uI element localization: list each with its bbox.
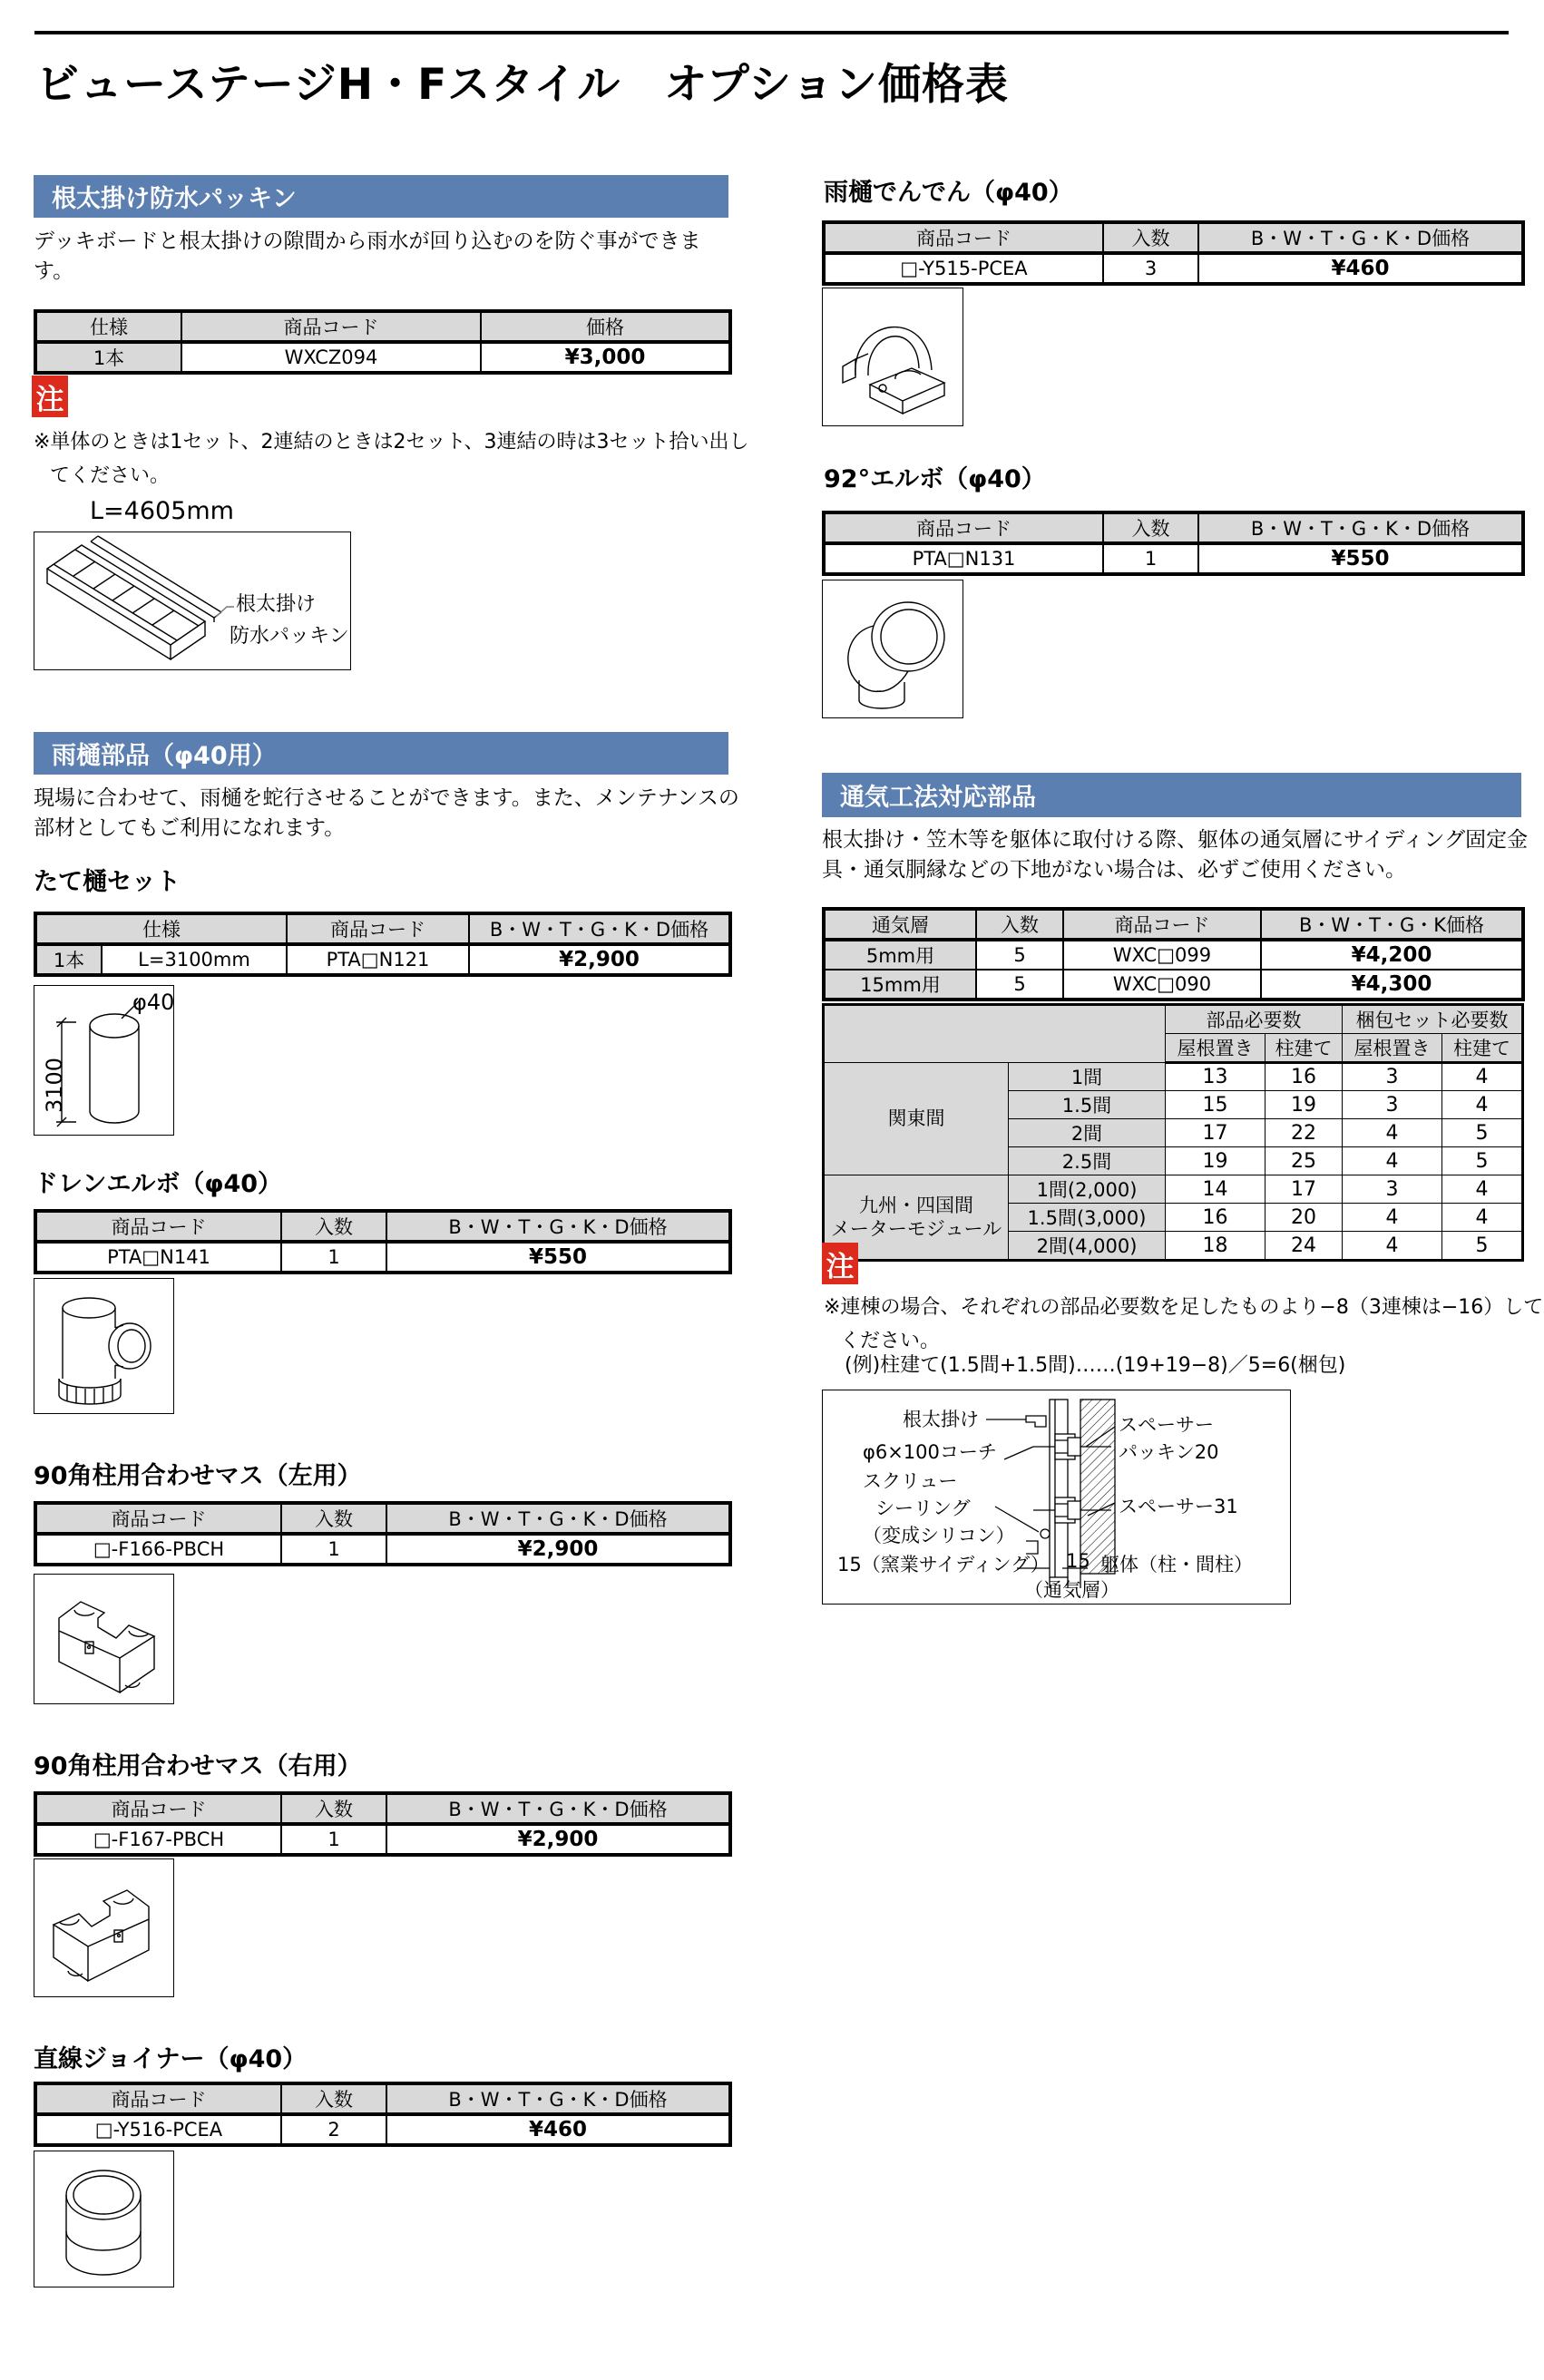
price-cell: ¥550: [386, 1242, 730, 1273]
price-cell: ¥550: [1198, 543, 1523, 574]
diagram-label: シーリング: [875, 1497, 971, 1519]
col-header-price: B・W・T・G・K・D価格: [469, 913, 730, 944]
elbow92-diagram: [822, 580, 963, 718]
col-header-price: 価格: [481, 311, 730, 342]
value-cell: 4: [1343, 1232, 1442, 1261]
price-cell: ¥4,200: [1261, 940, 1523, 970]
value-cell: 17: [1166, 1119, 1265, 1147]
length-dimension-label: L=4605mm: [90, 497, 234, 525]
region-line: 九州・四国間: [859, 1194, 973, 1216]
span-cell: 2間(4,000): [1009, 1232, 1166, 1261]
col-header-code: 商品コード: [35, 1793, 281, 1824]
span-cell: 2.5間: [1009, 1147, 1166, 1175]
matrix-sub-post: 柱建て: [1265, 1034, 1343, 1063]
code-cell: WXCZ094: [181, 342, 481, 373]
col-header-price: B・W・T・G・K・D価格: [386, 1211, 730, 1242]
col-header-code: 商品コード: [1063, 909, 1261, 940]
value-cell: 18: [1166, 1232, 1265, 1261]
drain-elbow-price-table: [34, 1209, 732, 1274]
span-cell: 1.5間(3,000): [1009, 1204, 1166, 1232]
masu-left-diagram: [34, 1574, 174, 1704]
matrix-sub-post: 柱建て: [1442, 1034, 1523, 1063]
packing-diagram: [34, 532, 351, 670]
note-example: (例)柱建て(1.5間+1.5間)……(19+19−8)／5=6(梱包): [845, 1354, 1346, 1377]
page-title: ビューステージH・Fスタイル オプション価格表: [36, 60, 1010, 110]
value-cell: 25: [1265, 1147, 1343, 1175]
value-cell: 5: [1442, 1147, 1523, 1175]
value-cell: 3: [1343, 1063, 1442, 1091]
span-cell: 1.5間: [1009, 1091, 1166, 1119]
diagram-label: 15: [1066, 1550, 1090, 1572]
value-cell: 4: [1442, 1204, 1523, 1232]
value-cell: 3: [1343, 1091, 1442, 1119]
value-cell: 19: [1265, 1091, 1343, 1119]
diagram-label: スペーサー31: [1119, 1496, 1238, 1517]
ventlayer-cell: 5mm用: [824, 940, 976, 970]
elbow92-drawing-icon: [823, 580, 963, 717]
diagram-label: 根太掛け: [236, 593, 317, 616]
drain-elbow-diagram: [34, 1278, 174, 1414]
table-row: [824, 1063, 1523, 1091]
value-cell: 3: [1343, 1175, 1442, 1204]
col-header-spec: 仕様: [35, 311, 181, 342]
diagram-label: 根太掛け: [903, 1409, 979, 1430]
packing-description: デッキボードと根太掛けの隙間から雨水が回り込むのを防ぐ事ができます。: [34, 229, 701, 284]
matrix-sub-roof: 屋根置き: [1343, 1034, 1442, 1063]
col-header-spec: 仕様: [35, 913, 287, 944]
denden-heading: 雨樋でんでん（φ40）: [824, 179, 1073, 207]
col-header-ventlayer: 通気層: [824, 909, 976, 940]
price-cell: ¥3,000: [481, 342, 730, 373]
col-header-price: B・W・T・G・K価格: [1261, 909, 1523, 940]
code-cell: PTA□N141: [35, 1242, 281, 1273]
ventlayer-cell: 15mm用: [824, 970, 976, 1000]
diameter-label: φ40: [132, 990, 175, 1015]
joiner-diagram: [34, 2151, 174, 2287]
masu-right-diagram: [34, 1858, 174, 1997]
code-cell: PTA□N131: [824, 543, 1103, 574]
diagram-label: （変成シリコン）: [863, 1525, 1015, 1546]
tatetoi-diagram: [34, 985, 174, 1136]
region-kanto: 関東間: [824, 1063, 1009, 1175]
price-cell: ¥4,300: [1261, 970, 1523, 1000]
diagram-label: 15（窯業サイディング）: [837, 1554, 1050, 1575]
joiner-heading: 直線ジョイナー（φ40）: [34, 2045, 308, 2073]
diagram-label: パッキン20: [1119, 1441, 1219, 1463]
amatoi-description: 現場に合わせて、雨樋を蛇行させることができます。また、メンテナンスの部材としてもご利用になれます。: [34, 786, 739, 841]
note-badge: 注: [32, 376, 68, 417]
price-cell: ¥460: [386, 2114, 730, 2145]
value-cell: 16: [1166, 1204, 1265, 1232]
value-cell: 14: [1166, 1175, 1265, 1204]
section-header-nedagake-packing: [34, 175, 728, 218]
col-header-price: B・W・T・G・K・D価格: [386, 1503, 730, 1534]
col-header-qty: 入数: [281, 1793, 386, 1824]
masu-right-drawing-icon: [34, 1859, 173, 1996]
value-cell: 5: [1442, 1232, 1523, 1261]
value-cell: 13: [1166, 1063, 1265, 1091]
masu-left-drawing-icon: [34, 1575, 173, 1703]
value-cell: 17: [1265, 1175, 1343, 1204]
packing-price-table: [34, 309, 732, 375]
col-header-code: 商品コード: [35, 2083, 281, 2114]
spec-length-cell: L=3100mm: [102, 944, 287, 975]
col-header-price: B・W・T・G・K・D価格: [1198, 512, 1523, 543]
value-cell: 20: [1265, 1204, 1343, 1232]
code-cell: □-F167-PBCH: [35, 1824, 281, 1855]
col-header-qty: 入数: [281, 2083, 386, 2114]
col-header-code: 商品コード: [824, 512, 1103, 543]
diagram-label: スクリュー: [863, 1470, 958, 1492]
value-cell: 4: [1442, 1063, 1523, 1091]
diagram-label: φ6×100コーチ: [863, 1441, 997, 1463]
price-cell: ¥2,900: [469, 944, 730, 975]
note-text: ※連棟の場合、それぞれの部品必要数を足したものより−8（3連棟は−16）してください。: [824, 1296, 1544, 1352]
col-header-price: B・W・T・G・K・D価格: [1198, 222, 1523, 253]
col-header-code: 商品コード: [35, 1503, 281, 1534]
code-cell: □-Y515-PCEA: [824, 253, 1103, 284]
qty-cell: 5: [976, 970, 1063, 1000]
col-header-qty: 入数: [1103, 512, 1198, 543]
denden-drawing-icon: [823, 288, 963, 425]
region-line: メーターモジュール: [830, 1218, 1002, 1240]
qty-cell: 1: [281, 1242, 386, 1273]
value-cell: 5: [1442, 1119, 1523, 1147]
elbow92-price-table: [822, 511, 1525, 576]
vent-description: 根太掛け・笠木等を躯体に取付ける際、躯体の通気層にサイディング固定金具・通気胴縁などの下地がない場合は、必ずご使用ください。: [822, 828, 1529, 883]
code-cell: WXC□099: [1063, 940, 1261, 970]
value-cell: 4: [1343, 1147, 1442, 1175]
masu-left-price-table: [34, 1501, 732, 1566]
span-cell: 1間: [1009, 1063, 1166, 1091]
code-cell: □-F166-PBCH: [35, 1534, 281, 1565]
elbow92-heading: 92°エルボ（φ40）: [824, 465, 1046, 493]
value-cell: 4: [1343, 1204, 1442, 1232]
spec-cell: 1本: [35, 342, 181, 373]
value-cell: 4: [1442, 1091, 1523, 1119]
col-header-qty: 入数: [281, 1211, 386, 1242]
qty-cell: 1: [281, 1534, 386, 1565]
col-header-qty: 入数: [281, 1503, 386, 1534]
value-cell: 22: [1265, 1119, 1343, 1147]
col-header-qty: 入数: [1103, 222, 1198, 253]
price-cell: ¥460: [1198, 253, 1523, 284]
section-header-label: 雨樋部品（φ40用）: [52, 742, 277, 770]
vent-price-table: [822, 907, 1525, 1001]
code-cell: □-Y516-PCEA: [35, 2114, 281, 2145]
col-header-code: 商品コード: [181, 311, 481, 342]
drain-elbow-drawing-icon: [34, 1279, 173, 1413]
matrix-group-pack: 梱包セット必要数: [1343, 1005, 1523, 1034]
top-rule: [34, 31, 1509, 34]
code-cell: WXC□090: [1063, 970, 1261, 1000]
section-header-label: 根太掛け防水パッキン: [52, 185, 297, 213]
spec-cell: 1本: [35, 944, 102, 975]
vent-wall-section-diagram: [822, 1390, 1291, 1605]
price-cell: ¥2,900: [386, 1824, 730, 1855]
value-cell: 4: [1442, 1175, 1523, 1204]
drain-elbow-heading: ドレンエルボ（φ40）: [34, 1170, 283, 1198]
value-cell: 15: [1166, 1091, 1265, 1119]
price-cell: ¥2,900: [386, 1534, 730, 1565]
table-row: [824, 940, 1523, 970]
masu-right-heading: 90角柱用合わせマス（右用）: [34, 1752, 362, 1780]
matrix-blank-cell: [824, 1005, 1166, 1063]
denden-diagram: [822, 288, 963, 426]
col-header-code: 商品コード: [824, 222, 1103, 253]
section-header-label: 通気工法対応部品: [840, 784, 1036, 812]
matrix-sub-roof: 屋根置き: [1166, 1034, 1265, 1063]
col-header-price: B・W・T・G・K・D価格: [386, 1793, 730, 1824]
diagram-label: 防水パッキン: [230, 625, 349, 648]
qty-cell: 1: [1103, 543, 1198, 574]
qty-cell: 2: [281, 2114, 386, 2145]
note-badge: 注: [822, 1243, 858, 1284]
matrix-group-parts: 部品必要数: [1166, 1005, 1343, 1034]
value-cell: 24: [1265, 1232, 1343, 1261]
parts-required-matrix: [822, 1003, 1524, 1262]
diagram-label: 躯体（柱・間柱）: [1100, 1554, 1253, 1575]
span-cell: 1間(2,000): [1009, 1175, 1166, 1204]
masu-left-heading: 90角柱用合わせマス（左用）: [34, 1462, 362, 1490]
col-header-qty: 入数: [976, 909, 1063, 940]
section-header-amatoi-parts: [34, 732, 728, 775]
span-cell: 2間: [1009, 1119, 1166, 1147]
tatetoi-heading: たて樋セット: [34, 868, 181, 896]
table-row: [824, 970, 1523, 1000]
qty-cell: 1: [281, 1824, 386, 1855]
joiner-price-table: [34, 2082, 732, 2147]
value-cell: 16: [1265, 1063, 1343, 1091]
table-row: [824, 1175, 1523, 1204]
diagram-label: スペーサー: [1119, 1414, 1214, 1436]
col-header-code: 商品コード: [35, 1211, 281, 1242]
col-header-price: B・W・T・G・K・D価格: [386, 2083, 730, 2114]
note-text: ※単体のときは1セット、2連結のときは2セット、3連結の時は3セット拾い出してください。: [34, 431, 749, 487]
qty-cell: 5: [976, 940, 1063, 970]
section-header-vent-parts: [822, 773, 1521, 817]
denden-price-table: [822, 220, 1525, 286]
qty-cell: 3: [1103, 253, 1198, 284]
diagram-label: （通気層）: [1024, 1579, 1119, 1601]
value-cell: 19: [1166, 1147, 1265, 1175]
col-header-code: 商品コード: [287, 913, 469, 944]
length-label: 3100: [42, 1057, 67, 1113]
tatetoi-price-table: [34, 912, 732, 977]
code-cell: PTA□N121: [287, 944, 469, 975]
masu-right-price-table: [34, 1791, 732, 1857]
value-cell: 4: [1343, 1119, 1442, 1147]
joiner-drawing-icon: [34, 2151, 173, 2287]
